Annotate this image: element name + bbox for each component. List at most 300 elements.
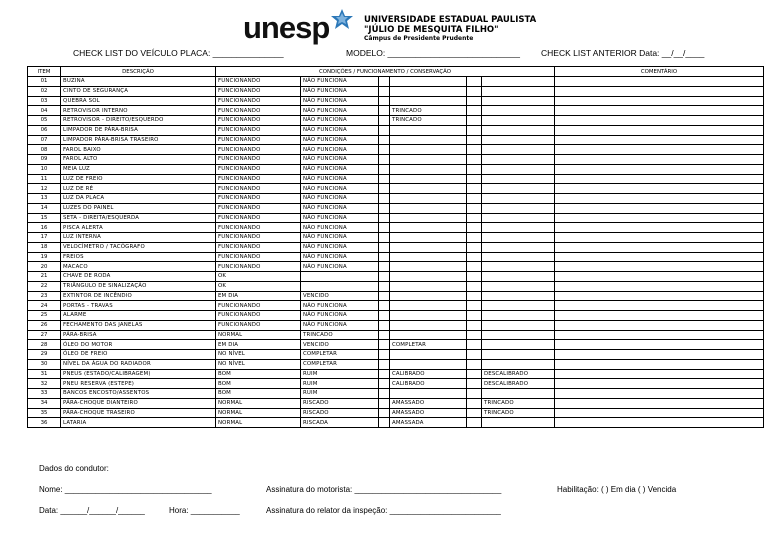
condition-spacer [379, 164, 390, 174]
item-description: LIMPADOR DE PÁRA-BRISA [61, 125, 216, 135]
comment-cell[interactable] [555, 213, 764, 223]
condition-option-3[interactable] [390, 174, 467, 184]
condition-option-1[interactable]: FUNCIONANDO [216, 86, 301, 96]
condition-option-2[interactable]: NÃO FUNCIONA [301, 203, 379, 213]
university-subtitle: "JÚLIO DE MESQUITA FILHO" [364, 25, 499, 35]
comment-cell[interactable] [555, 116, 764, 126]
date-field[interactable]: Data: ______/______/______ [39, 506, 145, 515]
placa-field[interactable]: CHECK LIST DO VEÍCULO PLACA: _______________ [73, 48, 284, 58]
checklist-anterior-field[interactable]: CHECK LIST ANTERIOR Data: __/__/____ [541, 48, 705, 58]
condition-option-1[interactable]: NO NÍVEL [216, 350, 301, 360]
condition-option-2[interactable]: NÃO FUNCIONA [301, 301, 379, 311]
comment-cell[interactable] [555, 359, 764, 369]
item-number: 07 [28, 135, 61, 145]
condition-spacer [379, 262, 390, 272]
condition-option-4[interactable]: TRINCADO [482, 408, 555, 418]
item-number: 31 [28, 369, 61, 379]
condition-option-4[interactable] [482, 223, 555, 233]
comment-cell[interactable] [555, 252, 764, 262]
condition-spacer [379, 125, 390, 135]
condition-option-1[interactable]: FUNCIONANDO [216, 213, 301, 223]
condition-option-3[interactable] [390, 203, 467, 213]
condition-option-2[interactable] [301, 272, 379, 282]
condition-option-4[interactable] [482, 281, 555, 291]
condition-option-1[interactable]: NORMAL [216, 398, 301, 408]
comment-cell[interactable] [555, 320, 764, 330]
condition-option-2[interactable]: COMPLETAR [301, 359, 379, 369]
condition-option-2[interactable]: NÃO FUNCIONA [301, 135, 379, 145]
condition-option-2[interactable]: NÃO FUNCIONA [301, 77, 379, 87]
table-row [28, 389, 764, 399]
condition-spacer [379, 233, 390, 243]
condition-option-1[interactable]: BOM [216, 389, 301, 399]
item-number: 30 [28, 359, 61, 369]
condition-option-1[interactable]: NORMAL [216, 408, 301, 418]
comment-cell[interactable] [555, 330, 764, 340]
comment-cell[interactable] [555, 301, 764, 311]
comment-cell[interactable] [555, 86, 764, 96]
condition-option-4[interactable] [482, 301, 555, 311]
condition-option-2[interactable]: VENCIDO [301, 291, 379, 301]
condition-option-1[interactable]: EM DIA [216, 340, 301, 350]
condition-option-1[interactable]: FUNCIONANDO [216, 145, 301, 155]
condition-option-3[interactable] [390, 359, 467, 369]
item-number: 23 [28, 291, 61, 301]
condition-option-2[interactable]: RISCADO [301, 408, 379, 418]
item-description: LUZES DO PAINEL [61, 203, 216, 213]
condition-option-4[interactable] [482, 340, 555, 350]
condition-option-2[interactable]: NÃO FUNCIONA [301, 223, 379, 233]
condition-option-4[interactable] [482, 389, 555, 399]
condition-spacer [379, 77, 390, 87]
condition-option-4[interactable] [482, 311, 555, 321]
condition-option-3[interactable]: TRINCADO [390, 116, 467, 126]
item-number: 36 [28, 418, 61, 428]
col-header-description: DESCRIÇÃO [61, 67, 216, 77]
condition-option-2[interactable]: RUIM [301, 379, 379, 389]
condition-spacer [467, 340, 482, 350]
col-header-conditions: CONDIÇÕES / FUNCIONAMENTO / CONSERVAÇÃO [216, 67, 555, 77]
condition-spacer [379, 174, 390, 184]
condition-option-1[interactable]: FUNCIONANDO [216, 320, 301, 330]
condition-spacer [467, 291, 482, 301]
condition-option-4[interactable]: DESCALIBRADO [482, 369, 555, 379]
comment-cell[interactable] [555, 398, 764, 408]
comment-cell[interactable] [555, 174, 764, 184]
condition-option-2[interactable]: RUIM [301, 369, 379, 379]
condition-option-2[interactable]: NÃO FUNCIONA [301, 86, 379, 96]
condition-spacer [467, 203, 482, 213]
item-description: FREIOS [61, 252, 216, 262]
table-row [28, 281, 764, 291]
condition-option-3[interactable]: CALIBRADO [390, 379, 467, 389]
item-number: 34 [28, 398, 61, 408]
condition-option-1[interactable]: EM DIA [216, 291, 301, 301]
item-number: 18 [28, 242, 61, 252]
comment-cell[interactable] [555, 106, 764, 116]
comment-cell[interactable] [555, 389, 764, 399]
table-row [28, 291, 764, 301]
condition-option-3[interactable] [390, 389, 467, 399]
condition-option-4[interactable] [482, 86, 555, 96]
comment-cell[interactable] [555, 125, 764, 135]
comment-cell[interactable] [555, 369, 764, 379]
comment-cell[interactable] [555, 311, 764, 321]
condition-spacer [379, 398, 390, 408]
item-description: TRIÂNGULO DE SINALIZAÇÃO [61, 281, 216, 291]
item-description: BANCOS ENCOSTO/ASSENTOS [61, 389, 216, 399]
table-row [28, 408, 764, 418]
table-row [28, 379, 764, 389]
item-description: SETA - DIREITA/ESQUERDA [61, 213, 216, 223]
item-number: 06 [28, 125, 61, 135]
condition-option-3[interactable]: AMASSADO [390, 408, 467, 418]
table-row [28, 116, 764, 126]
condition-option-4[interactable] [482, 320, 555, 330]
item-number: 22 [28, 281, 61, 291]
comment-cell[interactable] [555, 291, 764, 301]
condition-option-1[interactable]: FUNCIONANDO [216, 223, 301, 233]
checklist-table-wrapper [27, 66, 763, 428]
condition-option-3[interactable] [390, 281, 467, 291]
license-status-field[interactable]: Habilitação: ( ) Em dia ( ) Vencida [557, 485, 677, 494]
table-row [28, 272, 764, 282]
comment-cell[interactable] [555, 242, 764, 252]
condition-spacer [467, 145, 482, 155]
condition-option-4[interactable] [482, 213, 555, 223]
condition-option-1[interactable]: FUNCIONANDO [216, 77, 301, 87]
condition-option-4[interactable] [482, 359, 555, 369]
condition-option-3[interactable] [390, 320, 467, 330]
condition-option-4[interactable] [482, 350, 555, 360]
condition-option-1[interactable]: FUNCIONANDO [216, 242, 301, 252]
condition-option-3[interactable] [390, 350, 467, 360]
condition-option-1[interactable]: FUNCIONANDO [216, 252, 301, 262]
item-description: PNEUS (ESTADO/CALIBRAGEM) [61, 369, 216, 379]
comment-cell[interactable] [555, 223, 764, 233]
condition-option-2[interactable]: NÃO FUNCIONA [301, 106, 379, 116]
item-number: 26 [28, 320, 61, 330]
condition-option-4[interactable] [482, 174, 555, 184]
item-number: 32 [28, 379, 61, 389]
condition-option-1[interactable]: FUNCIONANDO [216, 96, 301, 106]
condition-option-1[interactable]: FUNCIONANDO [216, 174, 301, 184]
condition-option-2[interactable] [301, 281, 379, 291]
condition-option-1[interactable]: FUNCIONANDO [216, 164, 301, 174]
condition-option-4[interactable] [482, 77, 555, 87]
condition-option-4[interactable] [482, 96, 555, 106]
condition-spacer [467, 272, 482, 282]
comment-cell[interactable] [555, 418, 764, 428]
condition-option-3[interactable] [390, 233, 467, 243]
condition-spacer [379, 350, 390, 360]
unesp-logo-wordmark: unesp [243, 10, 330, 45]
table-body [28, 77, 764, 428]
table-row [28, 125, 764, 135]
condition-spacer [467, 408, 482, 418]
table-row [28, 77, 764, 87]
comment-cell[interactable] [555, 145, 764, 155]
condition-option-3[interactable] [390, 291, 467, 301]
condition-option-4[interactable] [482, 252, 555, 262]
condition-option-4[interactable] [482, 125, 555, 135]
condition-spacer [379, 320, 390, 330]
condition-spacer [467, 184, 482, 194]
condition-spacer [467, 379, 482, 389]
condition-option-4[interactable] [482, 291, 555, 301]
table-row [28, 369, 764, 379]
comment-cell[interactable] [555, 203, 764, 213]
condition-option-4[interactable] [482, 272, 555, 282]
table-row [28, 301, 764, 311]
condition-spacer [379, 301, 390, 311]
condition-option-1[interactable]: FUNCIONANDO [216, 311, 301, 321]
col-header-comment: COMENTÁRIO [555, 67, 764, 77]
item-number: 24 [28, 301, 61, 311]
condition-option-3[interactable]: CALIBRADO [390, 369, 467, 379]
condition-spacer [379, 242, 390, 252]
condition-option-2[interactable]: NÃO FUNCIONA [301, 233, 379, 243]
item-number: 16 [28, 223, 61, 233]
condition-option-1[interactable]: NORMAL [216, 330, 301, 340]
condition-option-4[interactable] [482, 203, 555, 213]
condition-option-1[interactable]: BOM [216, 379, 301, 389]
item-description: PÁRA-CHOQUE DIANTEIRO [61, 398, 216, 408]
condition-option-1[interactable]: BOM [216, 369, 301, 379]
condition-option-3[interactable]: TRINCADO [390, 106, 467, 116]
item-description: NÍVEL DA ÁGUA DO RADIADOR [61, 359, 216, 369]
item-description: PISCA ALERTA [61, 223, 216, 233]
condition-spacer [467, 320, 482, 330]
item-number: 25 [28, 311, 61, 321]
item-description: ÓLEO DO MOTOR [61, 340, 216, 350]
comment-cell[interactable] [555, 350, 764, 360]
item-description: VELOCÍMETRO / TACÓGRAFO [61, 242, 216, 252]
condition-option-2[interactable]: NÃO FUNCIONA [301, 242, 379, 252]
condition-option-3[interactable] [390, 223, 467, 233]
condition-spacer [467, 135, 482, 145]
condition-option-2[interactable]: RISCADO [301, 398, 379, 408]
comment-cell[interactable] [555, 233, 764, 243]
condition-option-1[interactable]: FUNCIONANDO [216, 194, 301, 204]
table-row [28, 320, 764, 330]
item-description: QUEBRA SOL [61, 96, 216, 106]
condition-spacer [379, 311, 390, 321]
condition-spacer [379, 203, 390, 213]
comment-cell[interactable] [555, 77, 764, 87]
item-description: CHAVE DE RODA [61, 272, 216, 282]
item-number: 13 [28, 194, 61, 204]
item-description: MACACO [61, 262, 216, 272]
condition-spacer [467, 233, 482, 243]
condition-option-4[interactable] [482, 184, 555, 194]
condition-option-3[interactable] [390, 86, 467, 96]
comment-cell[interactable] [555, 262, 764, 272]
condition-option-3[interactable]: AMASSADA [390, 418, 467, 428]
item-number: 05 [28, 116, 61, 126]
condition-option-4[interactable]: TRINCADO [482, 398, 555, 408]
item-number: 35 [28, 408, 61, 418]
item-description: RETROVISOR - DIREITO/ESQUERDO [61, 116, 216, 126]
condition-option-2[interactable]: VENCIDO [301, 340, 379, 350]
condition-option-3[interactable] [390, 252, 467, 262]
condition-option-4[interactable] [482, 242, 555, 252]
condition-option-3[interactable] [390, 96, 467, 106]
condition-spacer [379, 389, 390, 399]
condition-option-2[interactable]: NÃO FUNCIONA [301, 174, 379, 184]
table-row [28, 203, 764, 213]
condition-option-3[interactable] [390, 330, 467, 340]
condition-option-1[interactable]: FUNCIONANDO [216, 184, 301, 194]
condition-option-2[interactable]: RUIM [301, 389, 379, 399]
condition-option-4[interactable]: DESCALIBRADO [482, 379, 555, 389]
item-number: 10 [28, 164, 61, 174]
condition-option-2[interactable]: NÃO FUNCIONA [301, 311, 379, 321]
condition-spacer [467, 174, 482, 184]
condition-option-3[interactable] [390, 242, 467, 252]
table-row [28, 135, 764, 145]
condition-option-2[interactable]: NÃO FUNCIONA [301, 125, 379, 135]
condition-option-1[interactable]: NO NÍVEL [216, 359, 301, 369]
condition-option-4[interactable] [482, 135, 555, 145]
table-row [28, 242, 764, 252]
item-number: 33 [28, 389, 61, 399]
condition-option-1[interactable]: OK [216, 281, 301, 291]
comment-cell[interactable] [555, 379, 764, 389]
condition-spacer [379, 418, 390, 428]
comment-cell[interactable] [555, 96, 764, 106]
condition-spacer [467, 252, 482, 262]
condition-option-2[interactable]: NÃO FUNCIONA [301, 164, 379, 174]
condition-option-2[interactable]: RISCADA [301, 418, 379, 428]
condition-spacer [467, 281, 482, 291]
condition-option-1[interactable]: FUNCIONANDO [216, 125, 301, 135]
condition-option-3[interactable] [390, 164, 467, 174]
condition-spacer [379, 379, 390, 389]
condition-option-4[interactable] [482, 106, 555, 116]
table-row [28, 398, 764, 408]
condition-option-3[interactable]: AMASSADO [390, 398, 467, 408]
condition-option-2[interactable]: TRINCADO [301, 330, 379, 340]
condition-option-2[interactable]: NÃO FUNCIONA [301, 213, 379, 223]
condition-option-3[interactable] [390, 155, 467, 165]
condition-option-1[interactable]: FUNCIONANDO [216, 135, 301, 145]
condition-option-4[interactable] [482, 145, 555, 155]
modelo-field[interactable]: MODELO: ____________________________ [346, 48, 520, 58]
condition-option-1[interactable]: FUNCIONANDO [216, 233, 301, 243]
condition-option-4[interactable] [482, 164, 555, 174]
condition-option-2[interactable]: NÃO FUNCIONA [301, 96, 379, 106]
condition-option-3[interactable] [390, 301, 467, 311]
driver-signature-field[interactable]: Assinatura do motorista: _________________________________ [266, 485, 502, 494]
condition-option-4[interactable] [482, 233, 555, 243]
condition-option-2[interactable]: NÃO FUNCIONA [301, 194, 379, 204]
comment-cell[interactable] [555, 408, 764, 418]
condition-option-3[interactable] [390, 77, 467, 87]
condition-spacer [467, 301, 482, 311]
condition-spacer [379, 194, 390, 204]
item-number: 04 [28, 106, 61, 116]
item-number: 29 [28, 350, 61, 360]
condition-option-3[interactable]: COMPLETAR [390, 340, 467, 350]
condition-option-1[interactable]: FUNCIONANDO [216, 155, 301, 165]
table-row [28, 223, 764, 233]
condition-option-2[interactable]: NÃO FUNCIONA [301, 184, 379, 194]
table-row [28, 330, 764, 340]
condition-spacer [467, 311, 482, 321]
condition-spacer [379, 184, 390, 194]
condition-option-1[interactable]: FUNCIONANDO [216, 262, 301, 272]
condition-option-3[interactable] [390, 125, 467, 135]
condition-option-4[interactable] [482, 330, 555, 340]
condition-option-4[interactable] [482, 262, 555, 272]
comment-cell[interactable] [555, 164, 764, 174]
condition-option-3[interactable] [390, 272, 467, 282]
name-field[interactable]: Nome: _________________________________ [39, 485, 212, 494]
condition-option-2[interactable]: NÃO FUNCIONA [301, 320, 379, 330]
condition-option-4[interactable] [482, 418, 555, 428]
condition-spacer [467, 359, 482, 369]
condition-option-3[interactable] [390, 184, 467, 194]
condition-option-2[interactable]: NÃO FUNCIONA [301, 116, 379, 126]
condition-option-3[interactable] [390, 145, 467, 155]
comment-cell[interactable] [555, 135, 764, 145]
condition-option-2[interactable]: COMPLETAR [301, 350, 379, 360]
item-description: CINTO DE SEGURANÇA [61, 86, 216, 96]
item-description: FECHAMENTO DAS JANELAS [61, 320, 216, 330]
comment-cell[interactable] [555, 155, 764, 165]
comment-cell[interactable] [555, 272, 764, 282]
item-description: FAROL BAIXO [61, 145, 216, 155]
condition-option-3[interactable] [390, 213, 467, 223]
condition-option-1[interactable]: FUNCIONANDO [216, 301, 301, 311]
condition-option-1[interactable]: NORMAL [216, 418, 301, 428]
comment-cell[interactable] [555, 194, 764, 204]
condition-option-1[interactable]: FUNCIONANDO [216, 203, 301, 213]
inspector-signature-field[interactable]: Assinatura do relator da inspeção: _________________________ [266, 506, 501, 515]
condition-option-4[interactable] [482, 194, 555, 204]
condition-option-2[interactable]: NÃO FUNCIONA [301, 155, 379, 165]
condition-option-3[interactable] [390, 311, 467, 321]
condition-spacer [379, 213, 390, 223]
condition-option-1[interactable]: FUNCIONANDO [216, 116, 301, 126]
condition-option-2[interactable]: NÃO FUNCIONA [301, 145, 379, 155]
condition-option-4[interactable] [482, 155, 555, 165]
condition-option-2[interactable]: NÃO FUNCIONA [301, 252, 379, 262]
item-description: LUZ DE FREIO [61, 174, 216, 184]
table-row [28, 155, 764, 165]
condition-option-3[interactable] [390, 262, 467, 272]
condition-spacer [379, 369, 390, 379]
condition-spacer [379, 330, 390, 340]
condition-spacer [379, 252, 390, 262]
condition-option-1[interactable]: OK [216, 272, 301, 282]
condition-option-1[interactable]: FUNCIONANDO [216, 106, 301, 116]
condition-spacer [467, 164, 482, 174]
condition-option-4[interactable] [482, 116, 555, 126]
comment-cell[interactable] [555, 184, 764, 194]
condition-option-3[interactable] [390, 135, 467, 145]
time-field[interactable]: Hora: ___________ [169, 506, 240, 515]
condition-option-2[interactable]: NÃO FUNCIONA [301, 262, 379, 272]
comment-cell[interactable] [555, 340, 764, 350]
condition-spacer [467, 194, 482, 204]
item-number: 11 [28, 174, 61, 184]
comment-cell[interactable] [555, 281, 764, 291]
table-row [28, 233, 764, 243]
condition-option-3[interactable] [390, 194, 467, 204]
table-row [28, 350, 764, 360]
